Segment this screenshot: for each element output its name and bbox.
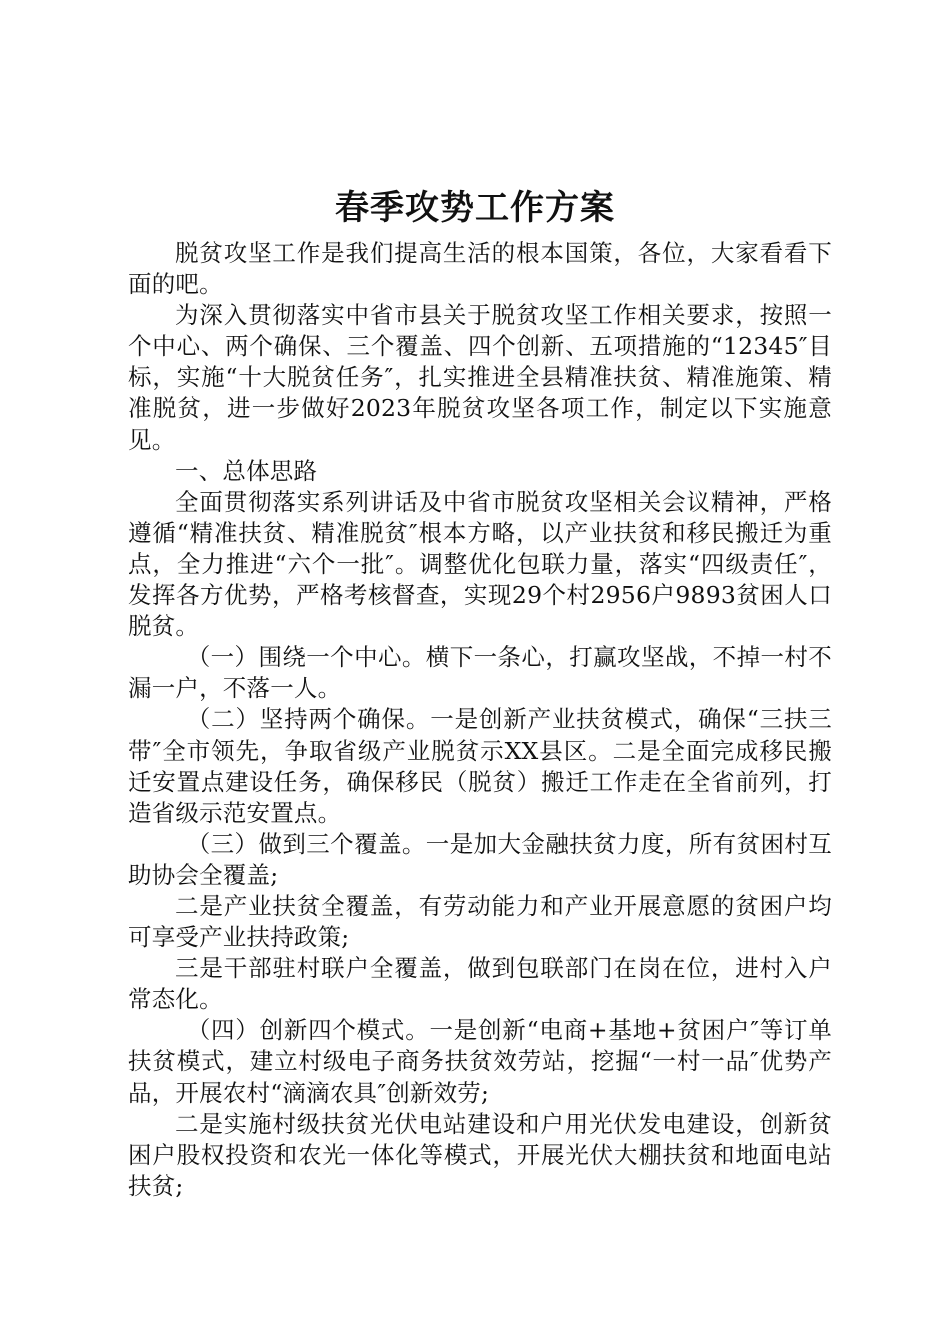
paragraph-item-3-part-3: 三是干部驻村联户全覆盖，做到包联部门在岗在位，进村入户常态化。: [128, 954, 832, 1014]
paragraph-item-3-part-2: 二是产业扶贫全覆盖，有劳动能力和产业开展意愿的贫困户均可享受产业扶持政策;: [128, 891, 832, 952]
document-title: 春季攻势工作方案: [335, 188, 615, 228]
paragraph-overall: 全面贯彻落实系列讲话及中省市脱贫攻坚相关会议精神，严格遵循“精准扶贫、精准脱贫″根本方略，以产业扶贫和移民搬迁为重点，全力推进“六个一批″。调整优化包联力量，落实“四级责任″，发挥各方优势，严格考核督查，实现29个村2956户9893贫困人口脱贫。: [128, 487, 832, 641]
paragraph-item-1: （一）围绕一个中心。横下一条心，打赢攻坚战，不掉一村不漏一户，不落一人。: [128, 643, 832, 703]
paragraph-intro: 脱贫攻坚工作是我们提高生活的根本国策，各位，大家看看下面的吧。: [128, 239, 832, 299]
section-heading: 一、总体思路: [175, 456, 318, 485]
document-body: [128, 238, 832, 1202]
paragraph-item-2: （二）坚持两个确保。一是创新产业扶贫模式，确保“三扶三带″全市领先，争取省级产业脱贫示XX县区。二是全面完成移民搬迁安置点建设任务，确保移民（脱贫）搬迁工作走在全省前列，打造省级示范安置点。: [128, 705, 832, 827]
paragraph-purpose: 为深入贯彻落实中省市县关于脱贫攻坚工作相关要求，按照一个中心、两个确保、三个覆盖、四个创新、五项措施的“12345″目标，实施“十大脱贫任务″，扎实推进全县精准扶贫、精准施策、精准脱贫，进一步做好2023年脱贫攻坚各项工作，制定以下实施意见。: [128, 301, 832, 454]
paragraph-item-4: （四）创新四个模式。一是创新“电商+基地+贫困户″等订单扶贫模式，建立村级电子商务扶贫效劳站，挖掘“一村一品″优势产品，开展农村“滴滴农具″创新效劳;: [128, 1016, 832, 1107]
paragraph-item-3: （三）做到三个覆盖。一是加大金融扶贫力度，所有贫困村互助协会全覆盖;: [128, 829, 832, 889]
paragraph-item-4-part-2: 二是实施村级扶贫光伏电站建设和户用光伏发电建设，创新贫困户股权投资和农光一体化等模式，开展光伏大棚扶贫和地面电站扶贫;: [128, 1109, 832, 1200]
